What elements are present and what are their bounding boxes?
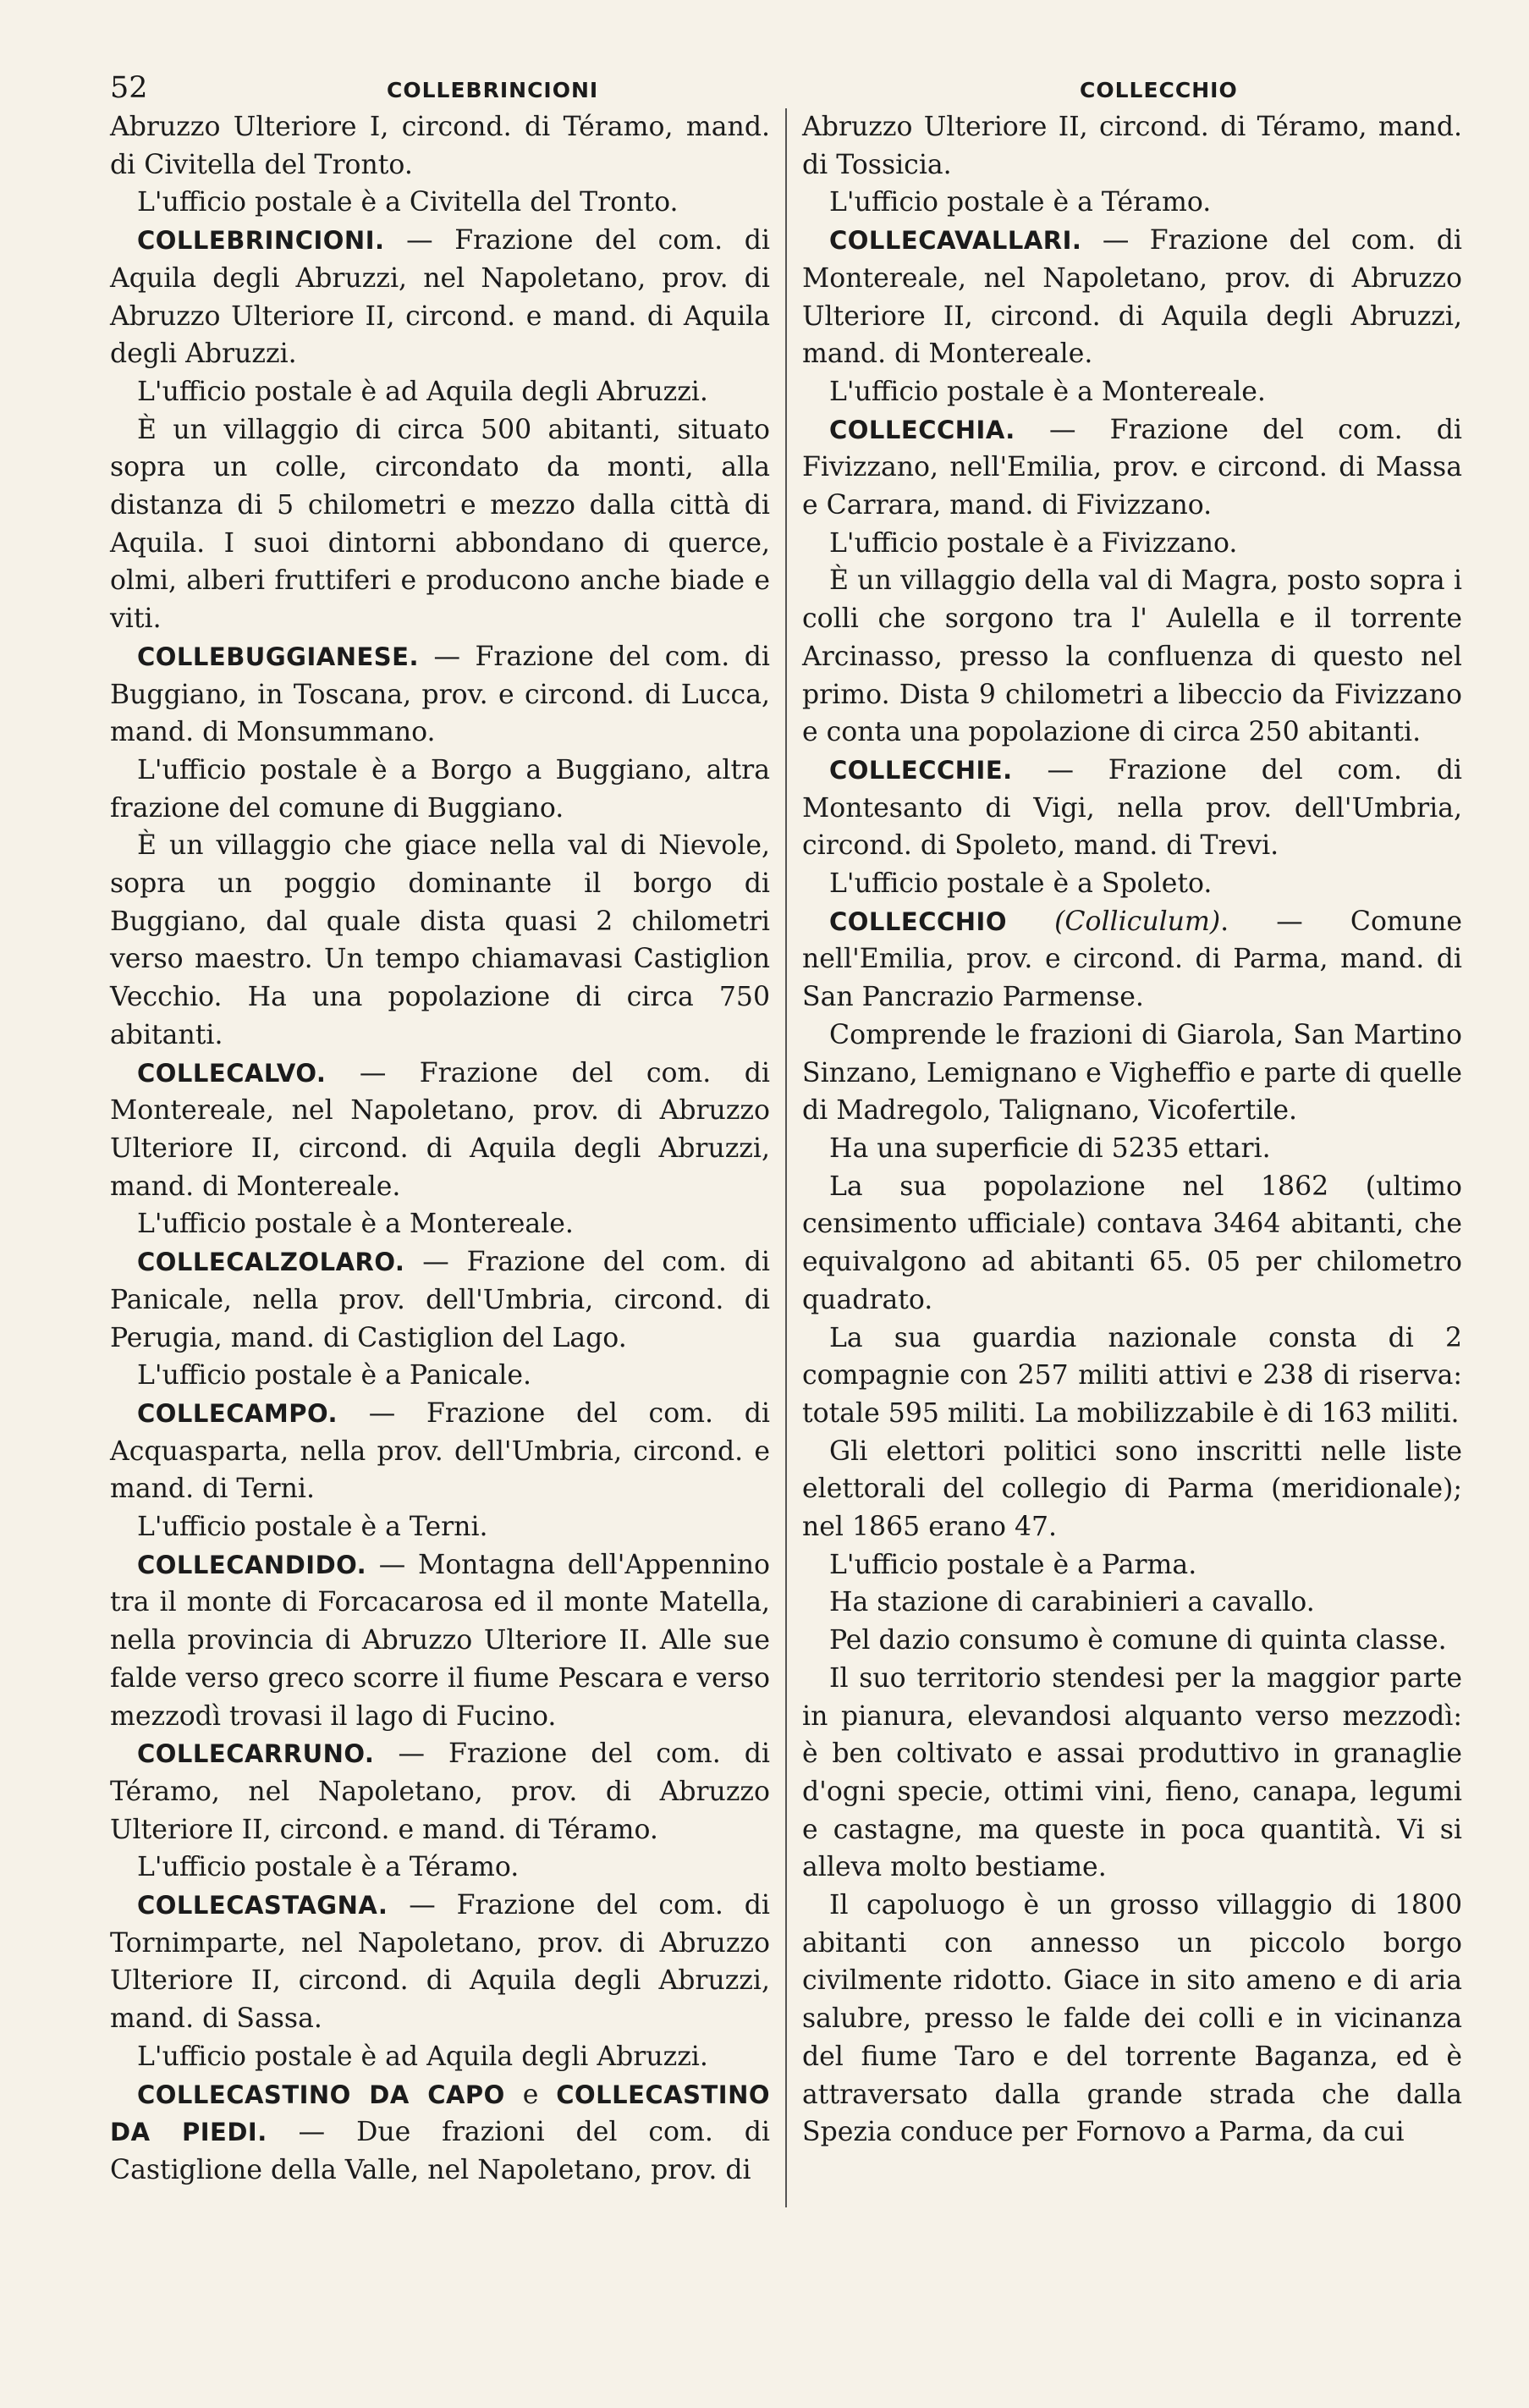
- paragraph-text: È un villaggio della val di Magra, posto sopra i colli che sorgono tra l' Aulella e il torrente Arcinasso, presso la confluenza di questo nel primo. Dista 9 chilometri a libeccio da Fivizzano e conta una popolazione di circa 250 abitanti.: [802, 565, 1462, 748]
- entry-headword: COLLEBUGGIANESE.: [137, 642, 419, 671]
- gazetteer-entry: [802, 752, 1462, 865]
- entry-text: — Frazione del com. di Tornimparte, nel Napoletano, prov. di Abruzzo Ulteriore II, circond. di Aquila degli Abruzzi, mand. di Sassa.: [110, 1890, 770, 2035]
- paragraph-text: Ha una superficie di 5235 ettari.: [829, 1132, 1271, 1164]
- entry-text: — Frazione del com. di Téramo, nel Napoletano, prov. di Abruzzo Ulteriore II, circond. e mand. di Téramo.: [110, 1738, 770, 1845]
- paragraph-text: Abruzzo Ulteriore I, circond. di Téramo, mand. di Civitella del Tronto.: [110, 112, 770, 180]
- paragraph-text: L'ufficio postale è a Téramo.: [137, 1852, 520, 1883]
- gazetteer-entry: [110, 1887, 770, 2038]
- paragraph-text: Comprende le frazioni di Giarola, San Martino Sinzano, Lemignano e Vigheffio e parte di quelle di Madregolo, Talignano, Vicofertile.: [802, 1019, 1462, 1127]
- paragraph: [110, 411, 770, 638]
- paragraph: [802, 1660, 1462, 1887]
- entry-headword: COLLECASTAGNA.: [137, 1891, 388, 1920]
- paragraph-text: L'ufficio postale è ad Aquila degli Abruzzi.: [137, 376, 708, 407]
- gazetteer-entry: [110, 1395, 770, 1508]
- entry-text: — Montagna dell'Appennino tra il monte di Forcacarosa ed il monte Matella, nella provincia di Abruzzo Ulteriore II. Alle sue falde verso greco scorre il fiume Pescara e verso mezzodì trovasi il lago di Fucino.: [110, 1549, 770, 1732]
- paragraph-text: La sua guardia nazionale consta di 2 compagnie con 257 militi attivi e 238 di riserva: totale 595 militi. La mobilizzabile è di 163 militi.: [802, 1322, 1462, 1429]
- gazetteer-entry: [802, 903, 1462, 1017]
- paragraph-text: Il capoluogo è un grosso villaggio di 1800 abitanti con annesso un piccolo borgo civilmente ridotto. Giace in sito ameno e di aria salubre, presso le falde dei colli e in vicinanza del fiume Taro e del torrente Baganza, ed è attraversato dalla grande strada che dalla Spezia conduce per Fornovo a Parma, da cui: [802, 1890, 1462, 2148]
- paragraph-text: Abruzzo Ulteriore II, circond. di Téramo, mand. di Tossicia.: [802, 112, 1462, 180]
- entry-headword: COLLECCHIA.: [829, 415, 1015, 444]
- entry-headword: COLLECAMPO.: [137, 1398, 338, 1428]
- paragraph-text: La sua popolazione nel 1862 (ultimo censimento ufficiale) contava 3464 abitanti, che equivalgono ad abitanti 65. 05 per chilometro quadrato.: [802, 1171, 1462, 1315]
- gazetteer-entry: [110, 1055, 770, 1206]
- paragraph: [110, 373, 770, 411]
- gazetteer-entry: [110, 638, 770, 752]
- paragraph: [110, 184, 770, 222]
- gazetteer-entry: [110, 222, 770, 373]
- paragraph: [802, 1546, 1462, 1584]
- entry-text: — Frazione del com. di Acquasparta, nella prov. dell'Umbria, circond. e mand. di Terni.: [110, 1397, 770, 1505]
- paragraph: [802, 1320, 1462, 1433]
- paragraph-text: L'ufficio postale è a Civitella del Tronto.: [137, 187, 679, 218]
- page-header: [110, 71, 1464, 105]
- entry-text: — Due frazioni del com. di Castiglione della Valle, nel Napoletano, prov. di: [110, 2117, 770, 2185]
- running-head-left: COLLEBRINCIONI: [387, 78, 599, 102]
- paragraph-text: Il suo territorio stendesi per la maggior parte in pianura, elevandosi alquanto verso mezzodì: è ben coltivato e assai produttivo in granaglie d'ogni specie, ottimi vini, fieno, canapa, legumi e castagne, ma queste in poca quantità. Vi si alleva molto bestiame.: [802, 1662, 1462, 1883]
- paragraph: [802, 184, 1462, 222]
- paragraph-text: L'ufficio postale è a Borgo a Buggiano, altra frazione del comune di Buggiano.: [110, 754, 770, 824]
- paragraph-text: L'ufficio postale è a Montereale.: [137, 1209, 574, 1240]
- paragraph: [802, 1622, 1462, 1660]
- paragraph: [110, 1849, 770, 1887]
- latin-name: (Colliculum): [1054, 906, 1221, 937]
- paragraph: [110, 1357, 770, 1395]
- paragraph: [802, 562, 1462, 752]
- running-head-right: COLLECCHIO: [1080, 78, 1238, 102]
- entry-headword: COLLEBRINCIONI.: [137, 226, 385, 256]
- paragraph-text: L'ufficio postale è a Montereale.: [829, 376, 1266, 407]
- entry-headword: COLLECANDIDO.: [137, 1550, 367, 1579]
- paragraph: [802, 865, 1462, 903]
- paragraph-text: L'ufficio postale è a Spoleto.: [829, 868, 1213, 900]
- page-number: 52: [110, 71, 148, 105]
- entry-headword: COLLECALZOLARO.: [137, 1248, 405, 1277]
- paragraph-text: Gli elettori politici sono inscritti nelle liste elettorali del collegio di Parma (meridionale); nel 1865 erano 47.: [802, 1435, 1462, 1543]
- paragraph: [802, 1017, 1462, 1130]
- paragraph-text: L'ufficio postale è a Parma.: [829, 1549, 1197, 1580]
- gazetteer-entry: [110, 1243, 770, 1357]
- entry-text: — Frazione del com. di Montereale, nel Napoletano, prov. di Abruzzo Ulteriore II, circond. di Aquila degli Abruzzi, mand. di Montereale.: [802, 225, 1462, 370]
- paragraph-text: Ha stazione di carabinieri a cavallo.: [829, 1587, 1315, 1618]
- paragraph-text: L'ufficio postale è ad Aquila degli Abruzzi.: [137, 2041, 708, 2072]
- paragraph: [110, 1508, 770, 1546]
- paragraph: [802, 1887, 1462, 2152]
- entry-headword: COLLECCHIE.: [829, 755, 1013, 785]
- entry-headword: COLLECAVALLARI.: [829, 226, 1082, 256]
- entry-text: . — Comune nell'Emilia, prov. e circond. di Parma, mand. di San Pancrazio Parmense.: [802, 906, 1462, 1013]
- gazetteer-entry: [802, 222, 1462, 373]
- paragraph-text: L'ufficio postale è a Terni.: [137, 1512, 488, 1543]
- entry-text: — Frazione del com. di Panicale, nella prov. dell'Umbria, circond. di Perugia, mand. di Castiglion del Lago.: [110, 1247, 770, 1353]
- entry-text: — Frazione del com. di Fivizzano, nell'Emilia, prov. e circond. di Massa e Carrara, mand. di Fivizzano.: [802, 414, 1462, 521]
- paragraph-text: L'ufficio postale è a Téramo.: [829, 187, 1212, 218]
- column-divider: [785, 108, 787, 2207]
- paragraph: [802, 1168, 1462, 1320]
- paragraph: [110, 827, 770, 1054]
- entry-headword: COLLECALVO.: [137, 1058, 327, 1088]
- gazetteer-entry: [802, 411, 1462, 525]
- paragraph: [110, 2038, 770, 2076]
- continued-paragraph: [802, 108, 1462, 184]
- entry-headword: COLLECCHIO: [829, 906, 1007, 936]
- entry-headword: COLLECASTINO DA CAPO: [137, 2080, 505, 2109]
- left-column: [110, 108, 770, 2190]
- paragraph-text: Pel dazio consumo è comune di quinta classe.: [829, 1625, 1447, 1656]
- gazetteer-entry: [110, 1546, 770, 1736]
- entry-text: — Frazione del com. di Buggiano, in Toscana, prov. e circond. di Lucca, mand. di Monsummano.: [110, 641, 770, 748]
- gazetteer-entry: [110, 1735, 770, 1849]
- entry-text: — Frazione del com. di Montesanto di Vigi, nella prov. dell'Umbria, circond. di Spoleto, mand. di Trevi.: [802, 754, 1462, 862]
- gazetteer-entry: [110, 2076, 770, 2190]
- paragraph: [802, 1130, 1462, 1168]
- paragraph-text: È un villaggio che giace nella val di Nievole, sopra un poggio dominante il borgo di Buggiano, dal quale dista quasi 2 chilometri verso maestro. Un tempo chiamavasi Castiglion Vecchio. Ha una popolazione di circa 750 abitanti.: [110, 830, 770, 1050]
- paragraph: [802, 1433, 1462, 1546]
- right-column: [802, 108, 1462, 2152]
- paragraph: [110, 752, 770, 827]
- paragraph: [802, 525, 1462, 563]
- paragraph: [110, 1205, 770, 1243]
- entry-text: — Frazione del com. di Aquila degli Abruzzi, nel Napoletano, prov. di Abruzzo Ulteriore II, circond. e mand. di Aquila degli Abruzzi.: [110, 225, 770, 370]
- paragraph: [802, 1584, 1462, 1622]
- entry-text: — Frazione del com. di Montereale, nel Napoletano, prov. di Abruzzo Ulteriore II, circond. di Aquila degli Abruzzi, mand. di Montereale.: [110, 1057, 770, 1202]
- paragraph-text: L'ufficio postale è a Fivizzano.: [829, 527, 1238, 559]
- entry-headword-2: COLLECASTINO DA PIEDI.: [110, 2080, 771, 2147]
- paragraph-text: L'ufficio postale è a Panicale.: [137, 1360, 531, 1391]
- entry-headword: COLLECARRUNO.: [137, 1739, 375, 1769]
- paragraph-text: È un villaggio di circa 500 abitanti, situato sopra un colle, circondato da monti, alla distanza di 5 chilometri e mezzo dalla città di Aquila. I suoi dintorni abbondano di querce, olmi, alberi fruttiferi e producono anche biade e viti.: [110, 414, 770, 635]
- continued-paragraph: [110, 108, 770, 184]
- entry-connector: e: [504, 2079, 557, 2110]
- paragraph: [802, 373, 1462, 411]
